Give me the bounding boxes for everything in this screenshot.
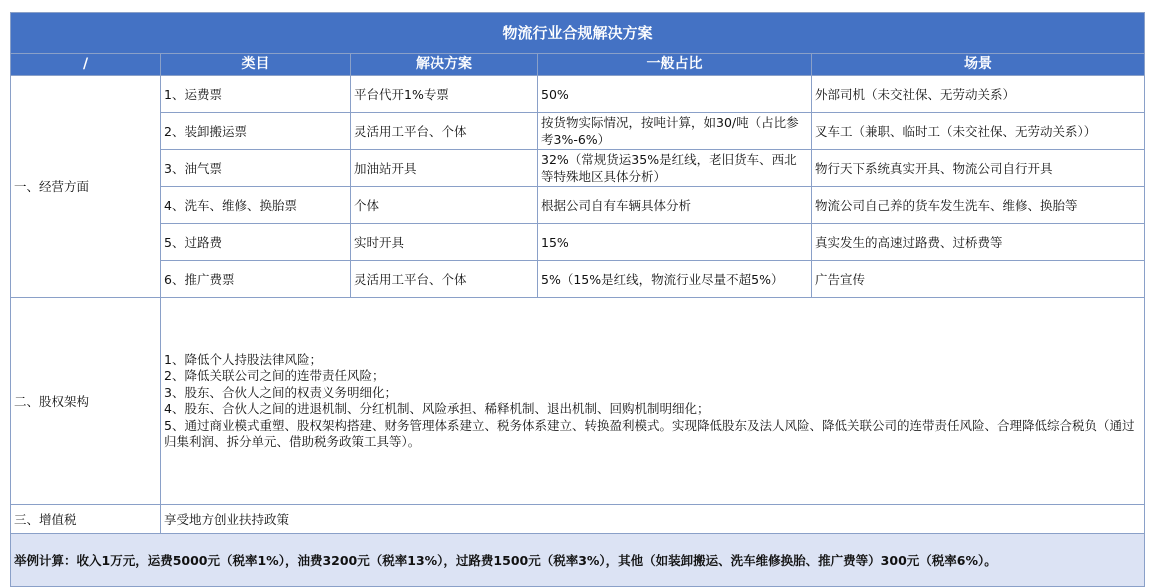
ratio-cell: 15% xyxy=(538,224,812,261)
item-cell: 3、油气票 xyxy=(161,150,351,187)
section-equity: 二、股权架构 xyxy=(11,298,161,505)
compliance-table xyxy=(10,12,1145,587)
equity-line: 2、降低关联公司之间的连带责任风险； xyxy=(164,368,385,383)
vat-content: 享受地方创业扶持政策 xyxy=(161,505,1145,534)
item-cell: 5、过路费 xyxy=(161,224,351,261)
scene-cell: 广告宣传 xyxy=(812,261,1145,298)
solution-cell: 灵活用工平台、个体 xyxy=(351,113,538,150)
equity-line: 3、股东、合伙人之间的权责义务明细化； xyxy=(164,384,397,400)
solution-cell: 加油站开具 xyxy=(351,150,538,187)
header-category: 类目 xyxy=(161,54,351,76)
ratio-cell: 50% xyxy=(538,76,812,113)
item-cell: 1、运费票 xyxy=(161,76,351,113)
title-row xyxy=(11,13,1145,54)
table-row xyxy=(11,224,1145,261)
equity-row xyxy=(11,298,1145,505)
vat-row xyxy=(11,505,1145,534)
header-slash: / xyxy=(11,54,161,76)
section-vat: 三、增值税 xyxy=(11,505,161,534)
ratio-cell: 5%（15%是红线，物流行业尽量不超5%） xyxy=(538,261,812,298)
equity-line: 4、股东、合伙人之间的进退机制、分红机制、风险承担、稀释机制、退出机制、回购机制明细化； xyxy=(164,401,710,416)
header-solution: 解决方案 xyxy=(351,54,538,76)
ratio-cell: 根据公司自有车辆具体分析 xyxy=(538,187,812,224)
equity-line: 5、通过商业模式重塑、股权架构搭建、财务管理体系建立、税务体系建立、转换盈利模式。实现降低股东及法人风险、降低关联公司的连带责任风险、合理降低综合税负（通过归集利润、拆分单元、借助税务政策工具等）。 xyxy=(164,417,1135,449)
equity-line: 1、降低个人持股法律风险； xyxy=(164,351,322,367)
scene-cell: 外部司机（未交社保、无劳动关系） xyxy=(812,76,1145,113)
solution-cell: 个体 xyxy=(351,187,538,224)
section-operation: 一、经营方面 xyxy=(11,76,161,298)
header-ratio: 一般占比 xyxy=(538,54,812,76)
scene-cell: 物流公司自己养的货车发生洗车、维修、换胎等 xyxy=(812,187,1145,224)
table-row xyxy=(11,150,1145,187)
ratio-cell: 按货物实际情况，按吨计算，如30/吨（占比参考3%-6%） xyxy=(538,113,812,150)
item-cell: 4、洗车、维修、换胎票 xyxy=(161,187,351,224)
solution-cell: 平台代开1%专票 xyxy=(351,76,538,113)
table-title: 物流行业合规解决方案 xyxy=(11,13,1145,54)
item-cell: 6、推广费票 xyxy=(161,261,351,298)
header-row xyxy=(11,54,1145,76)
ratio-cell: 32%（常规货运35%是红线，老旧货车、西北等特殊地区具体分析） xyxy=(538,150,812,187)
equity-content xyxy=(161,298,1145,505)
compliance-table-sheet xyxy=(10,12,1144,587)
table-row xyxy=(11,76,1145,113)
solution-cell: 实时开具 xyxy=(351,224,538,261)
example-calculation: 举例计算：收入1万元，运费5000元（税率1%），油费3200元（税率13%），过路费1500元（税率3%），其他（如装卸搬运、洗车维修换胎、推广费等）300元（税率6%）。 xyxy=(11,534,1145,587)
example-row xyxy=(11,534,1145,587)
solution-cell: 灵活用工平台、个体 xyxy=(351,261,538,298)
table-row xyxy=(11,261,1145,298)
header-scene: 场景 xyxy=(812,54,1145,76)
scene-cell: 物行天下系统真实开具、物流公司自行开具 xyxy=(812,150,1145,187)
table-row xyxy=(11,187,1145,224)
scene-cell: 真实发生的高速过路费、过桥费等 xyxy=(812,224,1145,261)
item-cell: 2、装卸搬运票 xyxy=(161,113,351,150)
scene-cell: 叉车工（兼职、临时工（未交社保、无劳动关系）） xyxy=(812,113,1145,150)
table-row xyxy=(11,113,1145,150)
